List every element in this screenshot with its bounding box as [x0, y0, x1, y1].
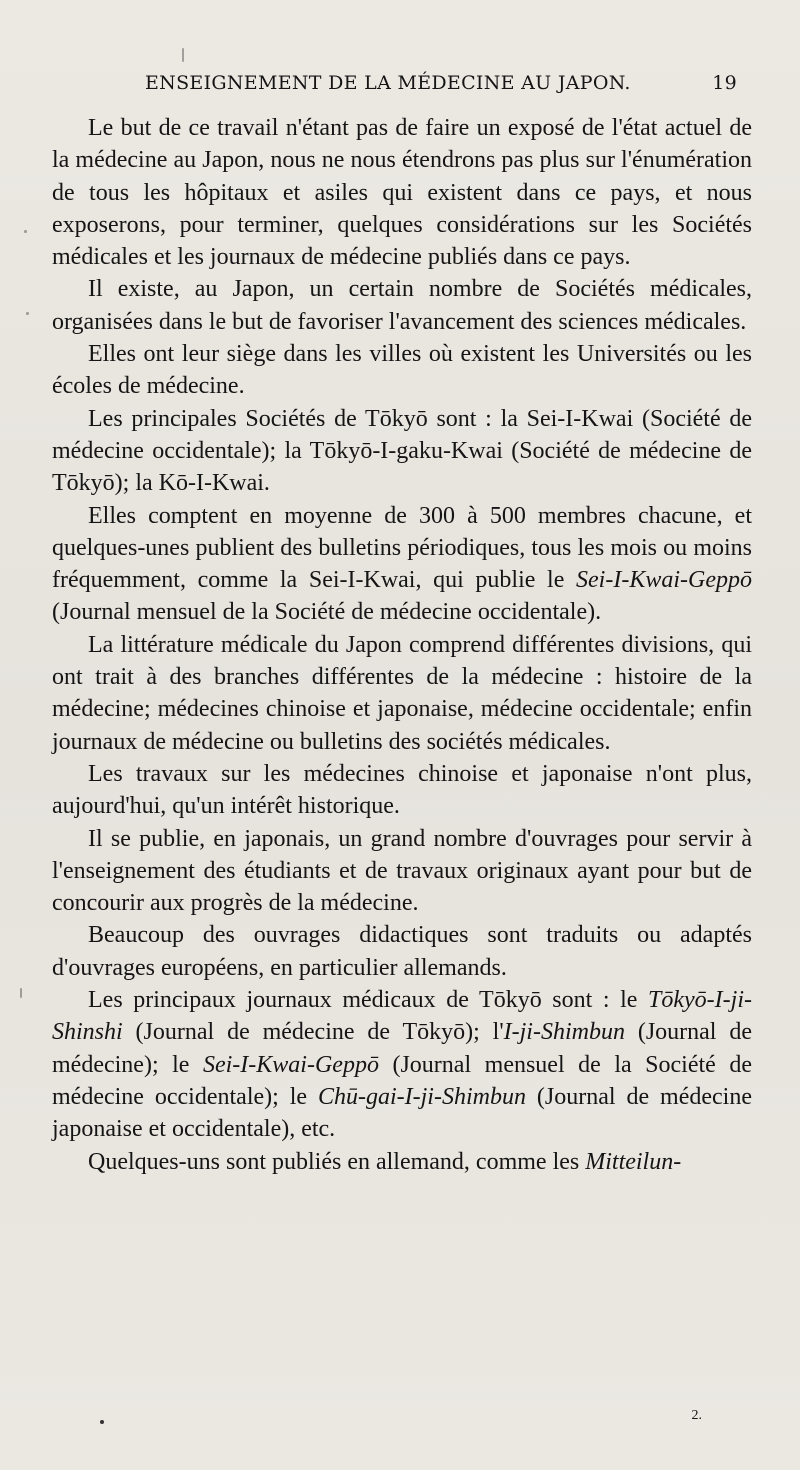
journal-title-italic: Sei-I-Kwai-Geppō — [202, 1051, 379, 1078]
running-header — [145, 72, 745, 102]
journal-title-italic: I-ji-Shimbun — [503, 1019, 625, 1046]
paragraph-11 — [52, 1146, 752, 1178]
paragraph-10-text: (Journal de médecine japonaise et occidentale), etc. — [52, 1083, 752, 1143]
paragraph-8: Il se publie, en japonais, un grand nombre d'ouvrages pour servir à l'enseignement des étudiants et de travaux originaux ayant pour but de concourir aux progrès de la médecine. — [52, 825, 752, 917]
ink-speck — [20, 988, 22, 998]
ink-speck — [182, 48, 184, 62]
paragraph-1: Le but de ce travail n'étant pas de faire un exposé de l'état actuel de la médecine au Japon, nous ne nous étendrons pas plus sur l'énumération de tous les hôpitaux et asiles qui existent dans ce pays, et nous exposerons, pour terminer, quelques considérations sur les Sociétés médicales et les journaux de médecine publiés dans ce pays. — [52, 115, 752, 271]
paragraph-10-text: (Journal mensuel de la Société de médecine occidentale); le — [52, 1051, 752, 1110]
signature-mark: 2. — [691, 1408, 702, 1423]
paragraph-9: Beaucoup des ouvrages didactiques sont traduits ou adaptés d'ouvrages européens, en particulier allemands. — [52, 922, 752, 981]
page-number: 19 — [712, 72, 737, 94]
journal-title-italic: Chū-gai-I-ji-Shimbun — [317, 1083, 526, 1110]
paragraph-11-text: Quelques-uns sont publiés en allemand, comme les — [88, 1148, 586, 1175]
paragraph-10 — [52, 984, 752, 1145]
journal-title-italic: Tōkyō-I-ji-Shinshi — [52, 987, 752, 1046]
body-text — [52, 112, 752, 1178]
paragraph-7: Les travaux sur les médecines chinoise et japonaise n'ont plus, aujourd'hui, qu'un intérêt historique. — [52, 760, 752, 820]
paragraph-4: Les principales Sociétés de Tōkyō sont : la Sei-I-Kwai (Société de médecine occidentale); la Tōkyō-I-gaku-Kwai (Société de médecine de Tōkyō); la Kō-I-Kwai. — [52, 405, 752, 497]
ink-speck — [26, 312, 29, 315]
running-title: ENSEIGNEMENT DE LA MÉDECINE AU JAPON. — [145, 72, 631, 94]
journal-title-italic: Sei-I-Kwai-Geppō — [576, 567, 752, 594]
paragraph-3: Elles ont leur siège dans les villes où existent les Universités ou les écoles de médecine. — [52, 341, 752, 400]
ink-speck — [100, 1420, 104, 1424]
journal-title-italic: Mitteilun- — [585, 1148, 682, 1175]
paragraph-6: La littérature médicale du Japon comprend différentes divisions, qui ont trait à des branches différentes de la médecine : histoire de la médecine; médecines chinoise et japonaise, médecine occidentale; enfin journaux de médecine ou bulletins des sociétés médicales. — [52, 631, 752, 755]
paragraph-5-text: Elles comptent en moyenne de 300 à 500 membres chacune, et quelques-unes publient des bulletins périodiques, tous les mois ou moins fréquemment, comme la Sei-I-Kwai, qui publie le — [52, 502, 752, 594]
paragraph-10-text: (Journal de médecine); le — [52, 1019, 752, 1078]
paragraph-10-text: Les principaux journaux médicaux de Tōkyō sont : le — [88, 987, 649, 1014]
paragraph-5 — [52, 500, 752, 629]
paragraph-5-text-end: (Journal mensuel de la Société de médecine occidentale). — [52, 599, 602, 626]
ink-speck — [24, 230, 27, 233]
paragraph-2: Il existe, au Japon, un certain nombre de Sociétés médicales, organisées dans le but de favoriser l'avancement des sciences médicales. — [52, 276, 752, 335]
paragraph-10-text: (Journal de médecine de Tōkyō); l' — [122, 1019, 504, 1046]
